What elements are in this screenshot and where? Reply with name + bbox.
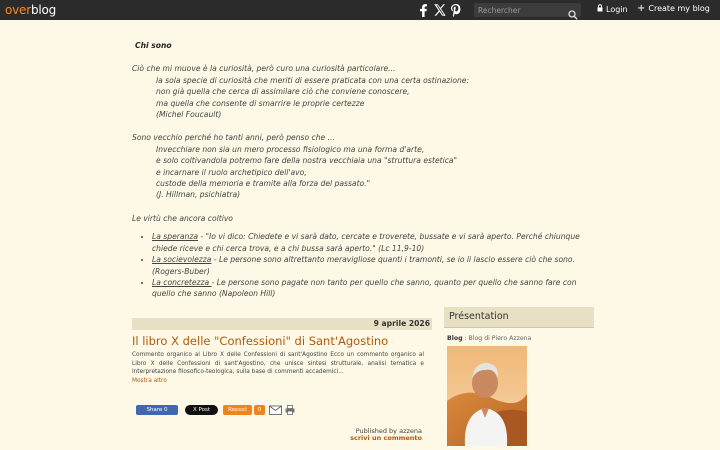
- virtue-name: La speranza: [152, 232, 198, 242]
- email-icon[interactable]: [269, 405, 282, 415]
- top-bar: [0, 0, 720, 20]
- quote-author: (J. Hillman, psichiatra): [156, 190, 241, 200]
- quote-line: non già quella che cerca di assimilare ciò che conviene conoscere,: [156, 87, 410, 97]
- print-icon[interactable]: [285, 405, 295, 415]
- create-blog-label: Create my blog: [648, 4, 710, 13]
- post-title-link[interactable]: Il libro X delle "Confessioni" di Sant'Agostino: [132, 334, 389, 348]
- create-blog-link[interactable]: [637, 4, 710, 13]
- logo-over-text: over: [5, 3, 31, 17]
- list-item: [152, 254, 602, 277]
- x-icon[interactable]: [433, 3, 446, 17]
- search-box: [474, 3, 581, 17]
- repost-count-badge: [254, 405, 265, 415]
- quote-line: la sola specie di curiosità che meriti di essere praticata con una certa ostinazione:: [156, 75, 470, 85]
- overblog-logo[interactable]: [5, 2, 56, 18]
- author-avatar[interactable]: [447, 346, 527, 446]
- plus-icon: +: [637, 2, 646, 14]
- blog-label: Blog: [447, 335, 463, 342]
- lock-icon: [597, 4, 603, 14]
- quote-line: Invecchiare non sia un mero processo fisiologico ma una forma d'arte,: [156, 144, 425, 154]
- list-item: [152, 277, 602, 300]
- read-more-link[interactable]: Mostra altro: [132, 378, 167, 384]
- search-icon[interactable]: [568, 5, 578, 24]
- facebook-icon[interactable]: [418, 3, 428, 17]
- facebook-share-button[interactable]: [136, 405, 178, 415]
- write-comment-link[interactable]: scrivi un commento: [350, 434, 422, 442]
- x-post-button[interactable]: [185, 405, 218, 415]
- blog-name: : Blog di Piero Azzena: [462, 335, 532, 342]
- divider: [444, 327, 594, 328]
- repost-count: 0: [257, 407, 262, 413]
- quote-foucault: [132, 63, 602, 120]
- logo-blog-text: blog: [30, 3, 57, 17]
- about-heading: Chi sono: [135, 41, 172, 50]
- quote-line: e solo coltivandola potremo fare della nostra vecchiaia una "struttura estetica": [156, 156, 458, 166]
- virtue-text: - "Io vi dico: Chiedete e vi sarà dato, cercate e troverete, bussate e vi sarà aperto. Perché chiunque chiede riceve e chi cerca trova, e a chi bussa sarà aperto." (Lc 11,9-10): [152, 232, 580, 253]
- login-label: Login: [606, 4, 628, 14]
- post-excerpt: Commento organico al Libro X delle Confessioni di sant'Agostino Ecco un commento organico al Libro X delle Confessioni di sant'Agostino, che unisce sintesi strutturale, analisi tematica e interpretazione filosofico-teologica, sulla base di commenti accademici...: [132, 352, 424, 376]
- quote-author: (Michel Foucault): [156, 110, 222, 120]
- quote-hillman: [132, 132, 602, 200]
- quote-line: e incarnare il ruolo archetipico dell'avo,: [156, 167, 307, 177]
- published-by: Published by azzena: [355, 427, 422, 435]
- virtue-text: - Le persone sono pagate non tanto per quello che sanno, quanto per quello che sanno fare con quello che sanno (Napoleon Hill): [152, 277, 577, 299]
- about-section: [132, 40, 602, 300]
- sidebar-heading: Présentation: [444, 307, 594, 327]
- pinterest-icon[interactable]: [450, 3, 461, 17]
- virtue-text: - Le persone sono altrettanto meravigliose quanti i tramonti, se io li lascio essere ciò che sono. (Rogers-Buber): [152, 255, 575, 276]
- search-input[interactable]: [474, 6, 564, 15]
- blog-description: [447, 335, 531, 342]
- quote-line: custode della memoria e tramite alla forza del passato.": [156, 179, 371, 189]
- repost-label: Repost: [228, 407, 247, 413]
- quote-line: Ciò che mi muove è la curiosità, però curo una curiosità particolare...: [132, 64, 396, 74]
- virtues-list: [132, 231, 602, 299]
- login-link[interactable]: [597, 4, 628, 14]
- facebook-share-label: Share 0: [146, 407, 168, 413]
- virtue-name: La socievolezza: [152, 255, 212, 265]
- virtue-name: La concretezza: [152, 277, 212, 287]
- quote-line: Sono vecchio perché ho tanti anni, però penso che ...: [132, 133, 335, 143]
- virtues-title: Le virtù che ancora coltivo: [132, 213, 233, 223]
- quote-line: ma quella che consente di smarrire le proprie certezze: [156, 98, 365, 108]
- list-item: [152, 231, 602, 254]
- x-post-label: X Post: [192, 407, 211, 413]
- repost-button[interactable]: [223, 405, 252, 415]
- post-date: 9 aprile 2026: [132, 318, 432, 330]
